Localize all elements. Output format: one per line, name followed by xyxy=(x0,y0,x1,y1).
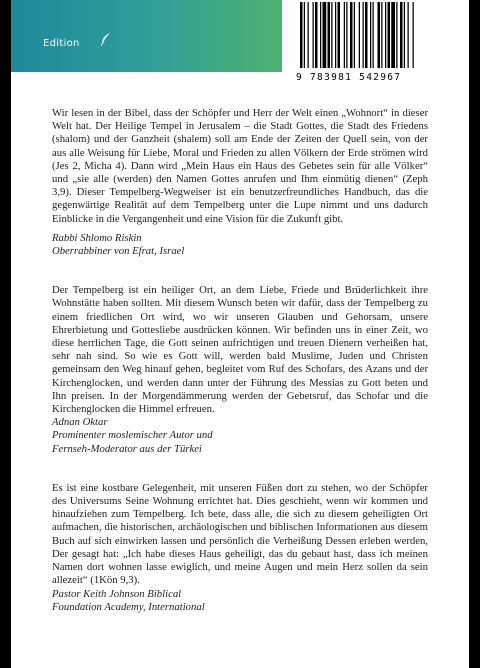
quote-author: Pastor Keith Johnson Biblical xyxy=(52,587,182,600)
barcode-bar xyxy=(378,2,381,68)
barcode-bar xyxy=(320,2,321,68)
barcode-bar xyxy=(344,2,345,68)
barcode-bar xyxy=(300,2,303,68)
barcode-bar xyxy=(346,2,347,68)
barcode-bar xyxy=(370,2,371,68)
barcode-bar xyxy=(350,2,353,68)
barcode-bar xyxy=(331,2,332,68)
quote-author: Rabbi Shlomo Riskin xyxy=(52,231,142,244)
quote-role: Prominenter moslemischer Autor und xyxy=(52,429,213,442)
barcode-bar xyxy=(396,2,397,68)
barcode-bar xyxy=(335,2,336,68)
barcode-bar xyxy=(391,2,395,68)
quote-role: Foundation Academy, International xyxy=(52,600,205,613)
barcode-bar xyxy=(404,2,405,68)
barcode-bar xyxy=(315,2,318,68)
quote-text: Es ist eine kostbare Gelegenheit, mit unseren Füßen dort zu stehen, wo der Schöpfer des Universums Seine Wohnung errichtet hat. Dies geschieht, wenn wir kommen und hinaufziehen zum Tempelberg. Ich bete, dass alle, die sich zu diesem geheiligten Ort aufmachen, die historischen, archäologischen und biblischen Informationen aus diesem Buch auf sich einwirken lassen und persönlich die Verheißung Dessen erleben werden, Der gesagt hat: „Ich habe dieses Haus geheiligt, das du gebaut hast, dass ich meinen Namen dort wohnen lasse ewiglich, und meine Augen und mein Herz sollen da sein allezeit“ (1Kön 9,3). xyxy=(52,481,428,587)
barcode-bar xyxy=(408,2,409,68)
back-cover xyxy=(11,0,469,668)
barcode-bar xyxy=(338,2,341,68)
barcode-bar xyxy=(304,2,305,68)
isbn-number: 9 783981 542967 xyxy=(296,72,402,83)
quote-text: Wir lesen in der Bibel, dass der Schöpfer und Herr der Welt einen „Wohnort“ in dieser Welt hat. Der Heilige Tempel in Jerusalem – die Stadt Gottes, die Stadt des Friedens (shalom) und der Ganzheit (shalem) soll am Ende der Zeiten der Quell sein, von der aus alle Weisung für Liebe, Moral und Frieden zu allen Völkern der Erde strömen wird (Jes 2, Micha 4). Dann wird „Mein Haus ein Haus des Gebetes sein für alle Völker“ und „sie alle (werden) den Namen Gottes anrufen und Ihm einmütig dienen“ (Zeph 3,9). Dieser Tempelberg-Wegweiser ist ein benutzerfreundliches Handbuch, das die gegenwärtige Realität auf dem Tempelberg unter die Lupe nimmt und uns dadurch Einblicke in die Vergangenheit und eine Vision für die Zukunft gibt. xyxy=(52,107,428,225)
barcode-bar xyxy=(313,2,314,68)
barcode-bar xyxy=(359,2,360,68)
barcode-bar xyxy=(388,2,391,68)
quote-text: Der Tempelberg ist ein heiliger Ort, an dem Liebe, Friede und Brüderlichkeit ihre Wohnstätte haben sollten. Mit diesem Wunsch beten wir dafür, dass der Tempelberg zu einem friedlichen Ort wird, wo wir unseren Glauben und Gehorsam, unsere Ehrerbietung und Gottesliebe ausdrücken können. Wir befinden uns in einer Zeit, wo diese herrlichen Tage, die Gott seinen aufrichtigen und treuen Dienern verheißen hat, sehr nah sind. So wie es Gott will, werden bald Muslime, Juden und Christen gemeinsam den Weg hinauf gehen, begleitet vom Ruf des Schofars, des Azans und der Kirchenglocken, und werden dann unter der Führung des Messias zu Gott beten und Ihn preisen. In der Morgendämmerung werden der Gebetsruf, das Schofar und die Kirchenglocken die Himmel erfreuen. xyxy=(52,284,428,416)
quote-author: Adnan Oktar xyxy=(52,416,108,429)
barcode-bar xyxy=(365,2,368,68)
barcode-bar xyxy=(354,2,355,68)
barcode xyxy=(282,0,469,96)
publisher-brand: Edition xyxy=(43,38,80,49)
barcode-bar xyxy=(413,2,414,68)
barcode-bar xyxy=(328,2,331,68)
endorsements xyxy=(52,107,428,614)
barcode-bar xyxy=(400,2,403,68)
barcode-bar xyxy=(323,2,327,68)
barcode-bar xyxy=(381,2,382,68)
barcode-bar xyxy=(308,2,309,68)
quote-role: Oberrabbiner von Efrat, Israel xyxy=(52,245,185,258)
barcode-bars xyxy=(296,0,460,70)
feather-icon xyxy=(100,32,112,51)
barcode-bar xyxy=(373,2,374,68)
barcode-bar xyxy=(385,2,386,68)
quote-role: Fernseh-Moderator aus der Türkei xyxy=(52,442,202,455)
barcode-bar xyxy=(363,2,364,68)
